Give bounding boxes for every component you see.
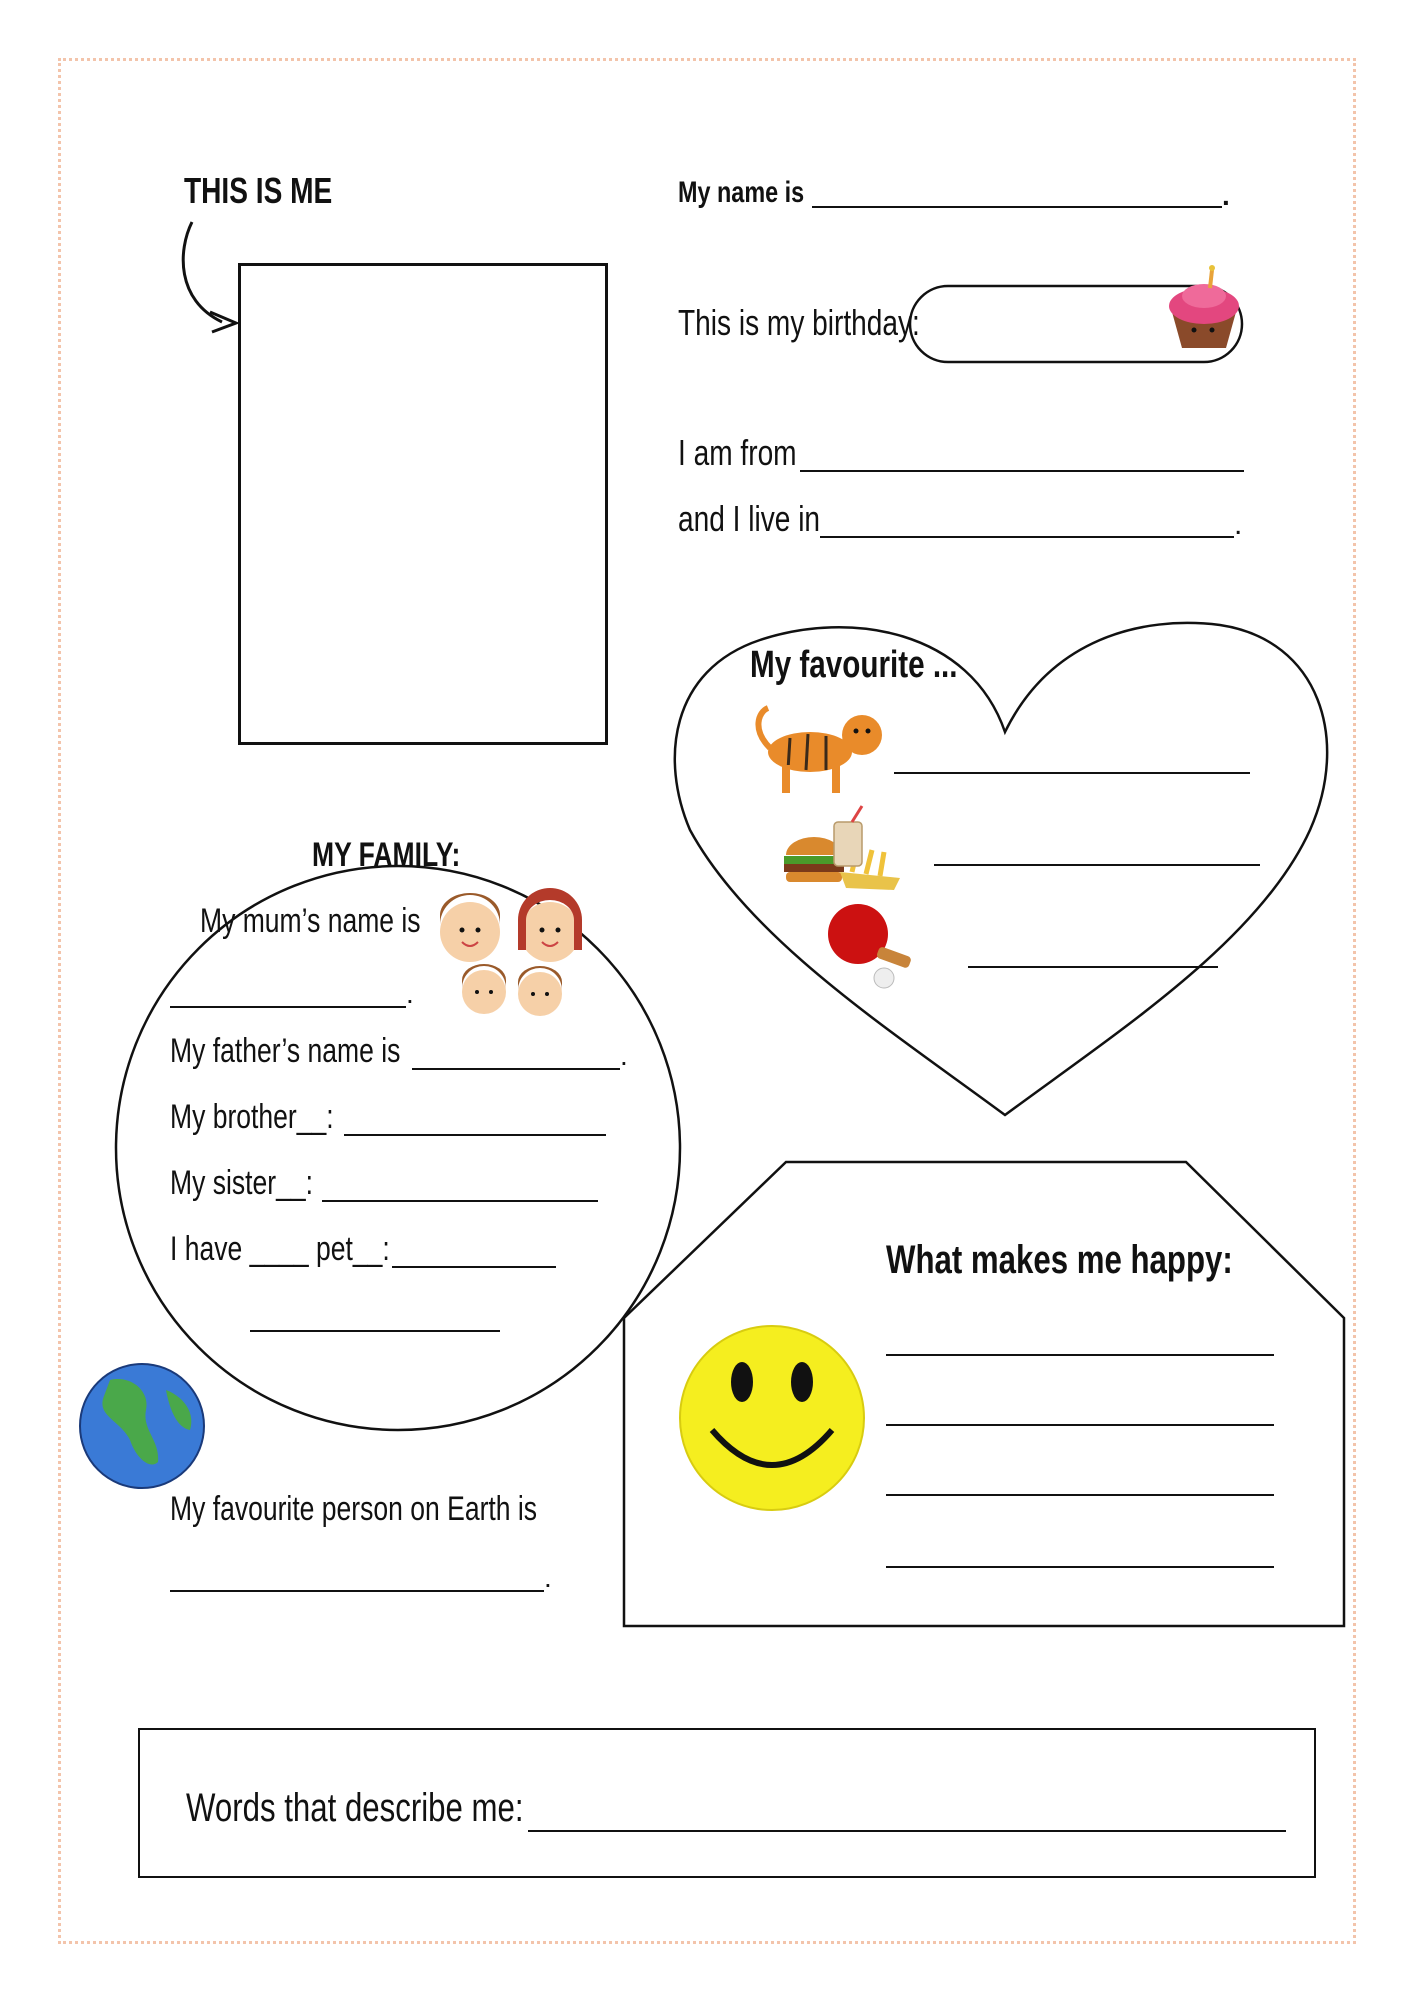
favourite-animal-field[interactable] [894, 772, 1250, 774]
family-circle [116, 866, 680, 1430]
happy-field-2[interactable] [886, 1424, 1274, 1426]
happy-field-3[interactable] [886, 1494, 1274, 1496]
arrow-icon [183, 222, 222, 322]
burger-fries-icon [784, 806, 900, 890]
cupcake-icon [1169, 265, 1239, 348]
earth-label: My favourite person on Earth is [170, 1490, 538, 1528]
birthday-label: This is my birthday: [678, 302, 920, 343]
live-end: . [1234, 508, 1243, 541]
live-label: and I live in [678, 498, 821, 539]
father-label: My father’s name is [170, 1032, 401, 1070]
brother-label: My brother__: [170, 1098, 334, 1136]
name-label: My name is [678, 176, 805, 209]
ping-pong-icon [828, 904, 912, 988]
favourite-food-field[interactable] [934, 864, 1260, 866]
earth-end: . [544, 1562, 552, 1593]
sister-field[interactable] [322, 1200, 598, 1202]
mum-label: My mum’s name is [200, 902, 421, 940]
father-end: . [620, 1040, 628, 1071]
live-field[interactable] [820, 536, 1234, 538]
pet-label: I have ____ pet__: [170, 1230, 390, 1268]
happy-field-1[interactable] [886, 1354, 1274, 1356]
favourite-heading: My favourite ... [750, 644, 958, 686]
smiley-icon [680, 1326, 864, 1510]
name-end: . [1222, 180, 1230, 211]
father-field[interactable] [412, 1068, 620, 1070]
globe-icon [80, 1364, 204, 1488]
name-field[interactable] [812, 206, 1222, 208]
brother-field[interactable] [344, 1134, 606, 1136]
mum-field[interactable] [170, 1006, 406, 1008]
pet-field[interactable] [392, 1266, 556, 1268]
from-field[interactable] [800, 470, 1244, 472]
photo-box[interactable] [238, 263, 608, 745]
mum-end: . [406, 978, 414, 1009]
favourite-sport-field[interactable] [968, 966, 1218, 968]
favourite-heart [675, 623, 1327, 1115]
describe-label: Words that describe me: [186, 1786, 524, 1830]
family-heading: MY FAMILY: [312, 836, 461, 874]
happy-field-4[interactable] [886, 1566, 1274, 1568]
arrow-head [210, 312, 236, 332]
pet-extra-field[interactable] [250, 1330, 500, 1332]
happy-heading: What makes me happy: [886, 1238, 1233, 1282]
sister-label: My sister__: [170, 1164, 313, 1202]
tiger-icon [758, 708, 882, 793]
from-label: I am from [678, 432, 797, 473]
family-faces-icon [440, 888, 582, 1016]
describe-field[interactable] [528, 1830, 1286, 1832]
earth-field[interactable] [170, 1590, 544, 1592]
this-is-me-heading: THIS IS ME [184, 170, 333, 211]
